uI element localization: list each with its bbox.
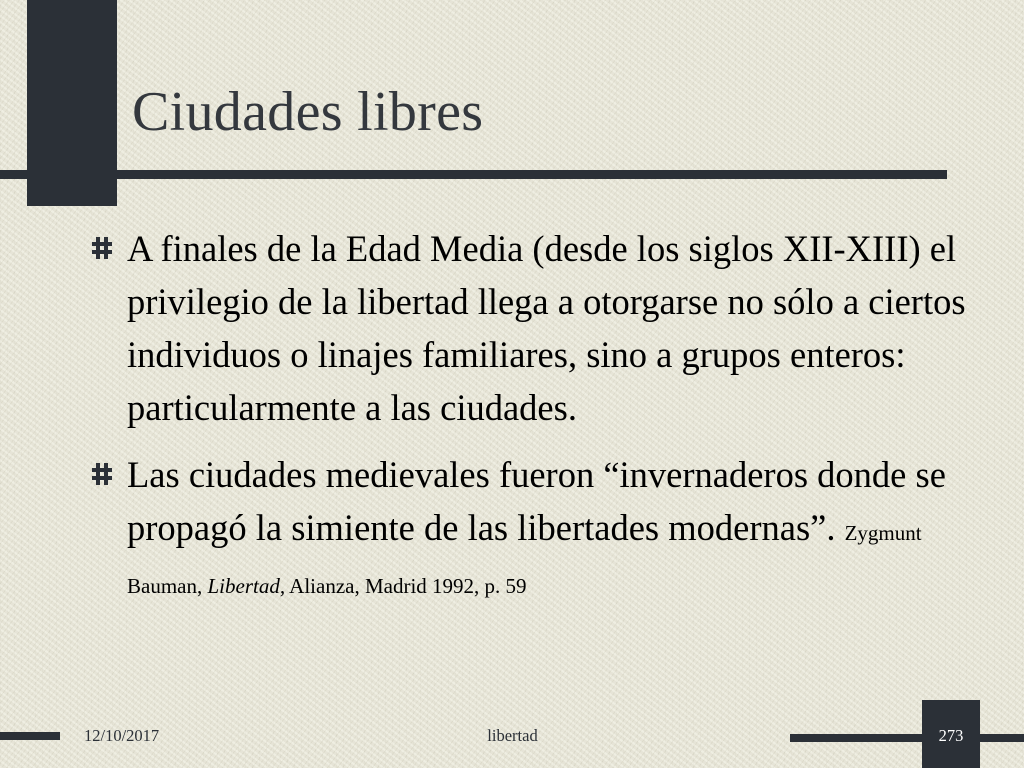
bullet-text: A finales de la Edad Media (desde los siglos XII-XIII) el privilegio de la libertad llega a otorgarse no sólo a ciertos individuos o linajes familiares, sino a grupos enteros: particularmente a las ciudades. [127, 228, 966, 428]
hash-bullet-icon [92, 462, 112, 486]
footer-rule-left [0, 732, 60, 740]
hash-bullet-icon [92, 236, 112, 260]
slide-title: Ciudades libres [132, 81, 484, 143]
title-rule [0, 170, 947, 179]
footer-title: libertad [487, 726, 538, 745]
footer-date: 12/10/2017 [84, 726, 160, 745]
bullet-item [90, 448, 970, 607]
bullet-text: Las ciudades medievales fueron “invernaderos donde se propagó la simiente de las libertades modernas”. [127, 454, 946, 548]
citation-rest: Alianza, Madrid 1992, p. 59 [285, 574, 527, 598]
citation-title: Libertad, [207, 574, 286, 598]
footer-rule-right [790, 734, 1024, 742]
bullet-list [90, 222, 970, 607]
citation-author: Zygmunt Bauman, [127, 521, 922, 598]
bullet-item [90, 222, 970, 434]
page-number: 273 [938, 726, 964, 745]
